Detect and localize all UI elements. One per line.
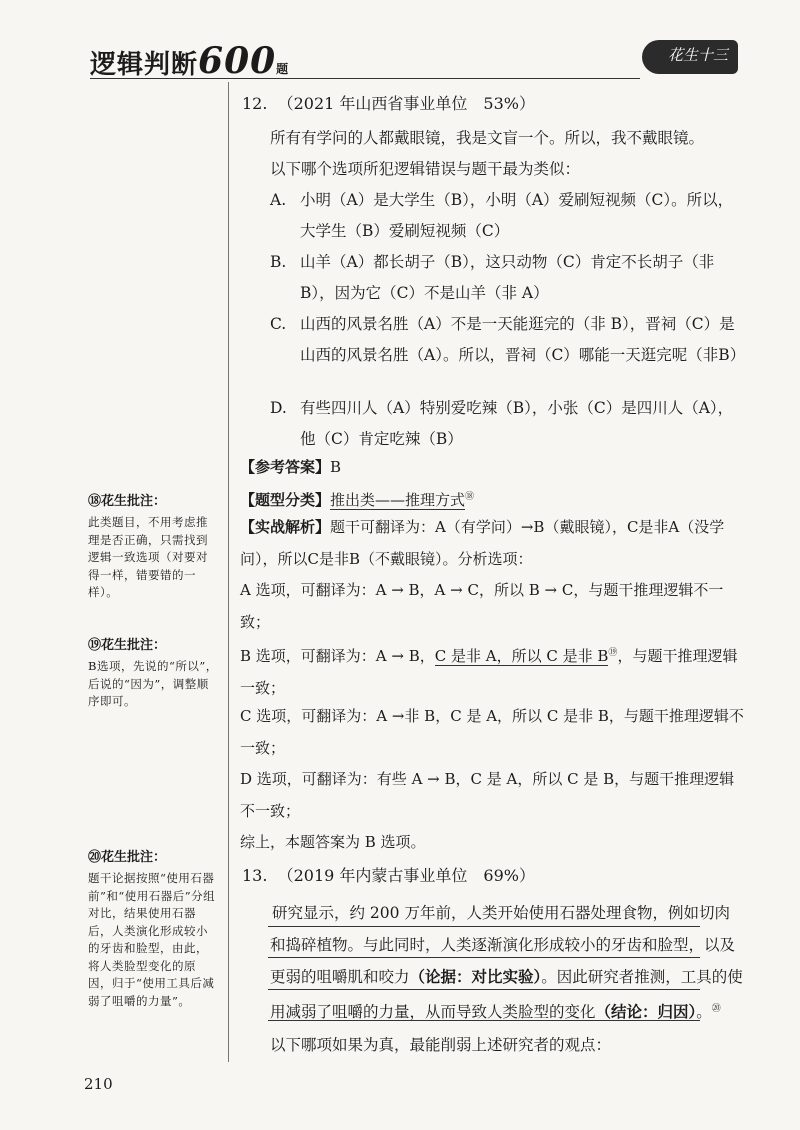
question-13-prompt: 以下哪项如果为真，最能削弱上述研究者的观点： (270, 1036, 612, 1054)
analysis-line-c: C 选项，可翻译为：A →非 B，C 是 A，所以 C 是非 B，与题干推理逻辑不一致； (240, 707, 744, 757)
question-13-source: （2019 年内蒙古事业单位 69%） (277, 866, 535, 885)
question-13-header (242, 864, 535, 888)
passage-part-1: 研究显示，约 200 万年前，人类开始使用石器处理食物，例如切肉和捣碎植物。与此同时，人类逐渐演化形成较小的牙齿和脸型，以及更弱的咀嚼肌和咬力 (270, 904, 736, 986)
analysis-line-d: D 选项，可翻译为：有些 A → B，C 是 A，所以 C 是 B，与题干推理逻辑不一致； (240, 770, 735, 820)
evidence-tag: （论据：对比实验） (409, 967, 542, 986)
margin-note-18 (88, 492, 218, 602)
passage-underline-2 (268, 957, 700, 958)
option-a (270, 185, 745, 247)
note-marker-18: ⑱ (465, 492, 475, 502)
question-12-stem-1: 所有有学问的人都戴眼镜，我是文盲一个。所以，我不戴眼镜。 (270, 129, 705, 147)
book-title-suffix: 题 (276, 62, 290, 76)
note-title: ⑱花生批注： (88, 494, 167, 509)
answer-line (240, 452, 745, 484)
analysis-line-a: A 选项，可翻译为：A → B，A → C，所以 B → C，与题干推理逻辑不一致； (240, 581, 724, 631)
option-text: 山羊（A）都长胡子（B），这只动物（C）肯定不长胡子（非B），因为它（C）不是山羊（非 A） (300, 253, 715, 302)
note-body: B选项，先说的“所以”，后说的“因为”，调整顺序即可。 (88, 659, 218, 708)
passage-underline-3 (268, 989, 700, 990)
analysis-text: 题干可翻译为：A（有学问）→B（戴眼镜），C是非A（没学问），所以C是非B（不戴眼镜）。分析选项： (240, 518, 725, 568)
question-12-number: 12. (242, 94, 268, 113)
answer-value: B (330, 458, 342, 476)
option-label: B. (270, 253, 287, 271)
option-b (270, 247, 745, 309)
note-title: ⑳花生批注： (88, 850, 167, 865)
option-c (270, 309, 745, 371)
analysis-conclusion: 综上，本题答案为 B 选项。 (240, 833, 426, 851)
option-label: A. (270, 191, 287, 209)
type-value: 推出类——推理方式 (330, 491, 466, 509)
conclusion-tag: （结论：归因） (595, 1001, 697, 1021)
passage-part-2: 。因此研究者推测，工具的使用减弱了咀嚼的力量，从而导致人类脸型的变化 (270, 968, 743, 1021)
question-12-header (242, 92, 535, 116)
answer-label: 【参考答案】 (240, 458, 331, 476)
line-b-start: B 选项，可翻译为：A → B， (240, 647, 435, 665)
note-body: 此类题目，不用考虑推理是否正确，只需找到逻辑一致选项（对要对得一样，错要错的一样）。 (88, 515, 208, 599)
book-title (90, 40, 289, 82)
analysis-label: 【实战解析】 (240, 518, 331, 536)
question-13-passage (270, 898, 745, 1028)
option-text: 有些四川人（A）特别爱吃辣（B），小张（C）是四川人（A），他（C）肯定吃辣（B） (300, 399, 734, 448)
analysis-line-b (240, 638, 745, 704)
note-marker-19: ⑲ (608, 648, 618, 658)
page-number: 210 (84, 1075, 113, 1093)
book-title-text: 逻辑判断 (90, 50, 199, 80)
option-d (270, 393, 745, 455)
passage-underline-1 (268, 926, 700, 927)
type-label: 【题型分类】 (240, 491, 331, 509)
brand-badge: 花生十三 (642, 40, 738, 74)
line-b-underlined: C 是非 A，所以 C 是非 B (434, 647, 609, 665)
passage-part-3: 。 (696, 1002, 712, 1021)
margin-note-20 (88, 848, 218, 1010)
question-12-source: （2021 年山西省事业单位 53%） (277, 94, 535, 113)
note-body: 题干论据按照“使用石器前”和“使用石器后”分组对比，结果使用石器后，人类演化形成较小的牙齿和脸型，由此，将人类脸型变化的原因，归于“使用工具后减弱了咀嚼的力量”。 (88, 871, 216, 1008)
analysis-block (240, 512, 745, 575)
question-13-number: 13. (242, 866, 268, 885)
margin-divider (228, 82, 229, 1062)
line-b-end: ，与题干推理逻辑一致； (240, 647, 738, 697)
note-marker-20: ⑳ (711, 1003, 721, 1014)
option-label: D. (270, 399, 287, 417)
option-label: C. (270, 315, 287, 333)
book-title-number: 600 (198, 40, 277, 82)
margin-note-19 (88, 636, 218, 711)
option-text: 小明（A）是大学生（B），小明（A）爱刷短视频（C）。所以，大学生（B）爱刷短视频（C） (300, 191, 734, 240)
option-text: 山西的风景名胜（A）不是一天能逛完的（非 B），晋祠（C）是山西的风景名胜（A）。所以，晋祠（C）哪能一天逛完呢（非B） (300, 315, 746, 364)
header-rule (90, 78, 640, 79)
passage-underline-4 (268, 1020, 700, 1021)
question-12-stem-2: 以下哪个选项所犯逻辑错误与题干最为类似： (270, 160, 581, 178)
note-title: ⑲花生批注： (88, 638, 167, 653)
